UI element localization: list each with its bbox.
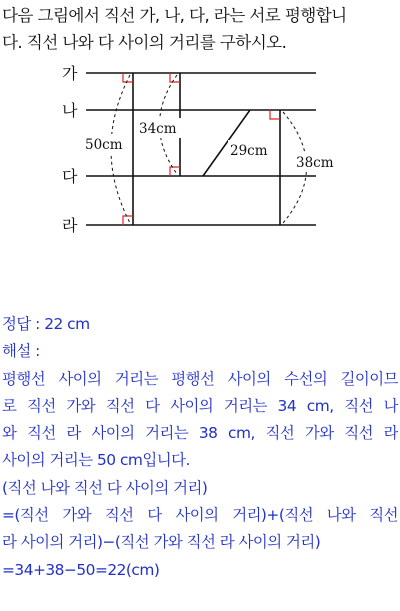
- explanation-line: 평행선 사이의 거리는 평행선 사이의 수선의 길이이므: [2, 369, 398, 388]
- explanation-heading: 해설 :: [2, 342, 40, 361]
- explanation-line: 와 직선 라 사이의 거리는 38 cm, 직선 가와 직선 라: [2, 424, 398, 443]
- problem-line-1: 다음 그림에서 직선 가, 나, 다, 라는 서로 평행합니: [2, 6, 347, 25]
- solution-section: [2, 311, 398, 584]
- explanation-line: 사이의 거리는 50 cm입니다.: [2, 451, 190, 470]
- parallel-lines-figure: [0, 62, 400, 242]
- label-ra: 라: [62, 216, 78, 235]
- explanation-line: =34+38−50=22(cm): [2, 560, 160, 579]
- measure-29: 29cm: [230, 143, 268, 159]
- measure-50: 50cm: [85, 137, 123, 153]
- measure-34: 34cm: [139, 121, 177, 137]
- label-da: 다: [62, 167, 78, 186]
- right-angle-mark: [123, 73, 133, 82]
- answer-line: 정답 : 22 cm: [2, 315, 90, 333]
- label-ga: 가: [62, 64, 78, 83]
- problem-line-2: 다. 직선 나와 다 사이의 거리를 구하시오.: [2, 33, 287, 52]
- explanation-line: (직선 나와 직선 다 사이의 거리): [2, 478, 208, 497]
- right-angle-mark: [123, 216, 133, 225]
- right-angle-mark: [170, 73, 180, 82]
- label-na: 나: [62, 101, 78, 120]
- explanation-line: =(직선 가와 직선 다 사이의 거리)+(직선 나와 직선: [2, 506, 398, 525]
- right-angle-mark: [270, 110, 280, 119]
- measure-38: 38cm: [296, 155, 334, 171]
- explanation-line: 로 직선 가와 직선 다 사이의 거리는 34 cm, 직선 나: [2, 396, 398, 415]
- explanation-line: 라 사이의 거리)−(직선 가와 직선 라 사이의 거리): [2, 533, 321, 552]
- problem-statement: [2, 2, 398, 56]
